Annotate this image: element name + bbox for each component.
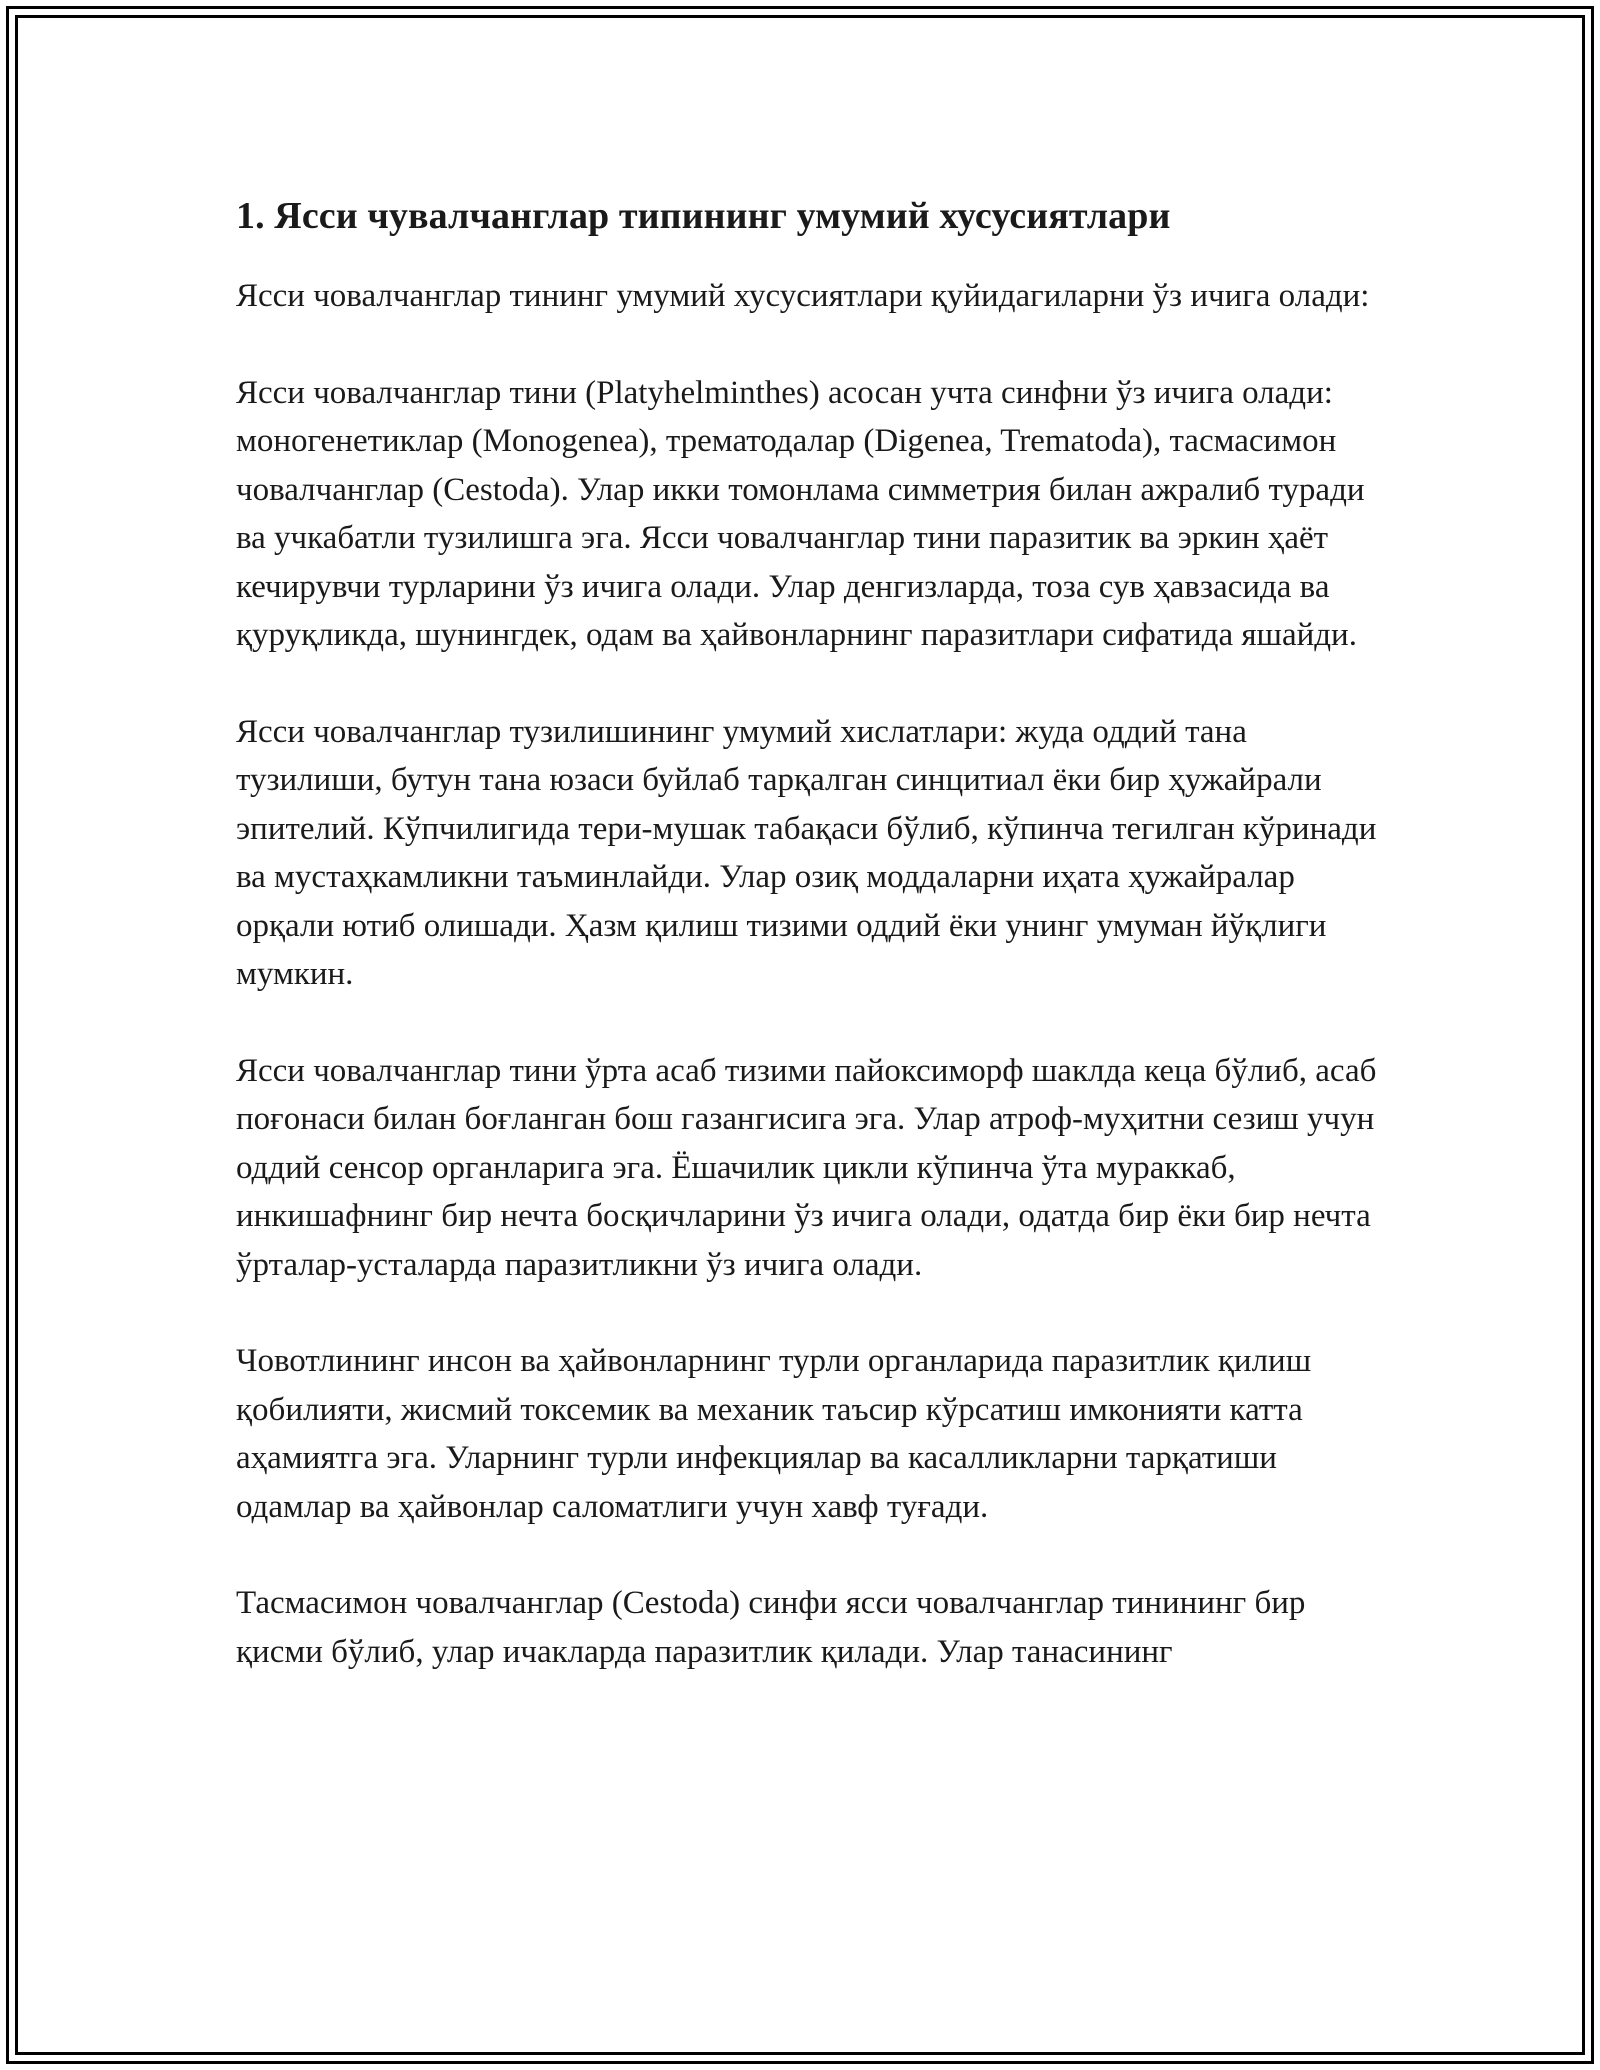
paragraph-nervous-system: Ясси човалчанглар тини ўрта асаб тизими пайоксиморф шаклда кеца бўлиб, асаб поғонаси билан боғланган бош газангисига эга. Улар атроф-муҳитни сезиш учун оддий сенсор органларига эга. Ёшачилик цикли кўпинча ўта мураккаб, инкишафнинг бир нечта босқичларини ўз ичига олади, одатда бир ёки бир нечта ўрталар-усталарда паразитликни ўз ичига олади. (236, 1052, 1377, 1283)
document-body (236, 188, 1396, 1724)
paragraph-parasitism: Човотлининг инсон ва ҳайвонларнинг турли органларида паразитлик қилиш қобилияти, жисмий токсемик ва механик таъсир кўрсатиш имконияти катта аҳамиятга эга. Уларнинг турли инфекциялар ва касалликларни тарқатиши одамлар ва ҳайвонлар саломатлиги учун хавф туғади. (236, 1343, 1312, 1525)
paragraph-intro: Ясси човалчанглар тининг умумий хусусиятлари қуйидагиларни ўз ичига олади: (236, 278, 1370, 314)
paragraph-structure: Ясси човалчанглар тузилишининг умумий хислатлари: жуда оддий тана тузилиши, бутун тана юзаси буйлаб тарқалган синцитиал ёки бир ҳужайрали эпителий. Кўпчилигида тери-мушак табақаси бўлиб, кўпинча тегилган кўринади ва мустаҳкамликни таъминлайди. Улар озиқ моддаларни иҳата ҳужайралар орқали ютиб олишади. Ҳазм қилиш тизими оддий ёки унинг умуман йўқлиги мумкин. (236, 713, 1377, 992)
document-title: 1. Ясси чувалчанглар типининг умумий хусусиятлари (236, 195, 1171, 237)
paragraph-cestoda: Тасмасимон човалчанглар (Cestoda) синфи ясси човалчанглар тинининг бир қисми бўлиб, улар ичакларда паразитлик қилади. Улар танасининг (236, 1585, 1306, 1670)
paragraph-classes: Ясси човалчанглар тини (Platyhelminthes) асосан учта синфни ўз ичига олади: моногенетиклар (Monogenea), трематодалар (Digenea, Trematoda), тасмасимон човалчанглар (Cestoda). Улар икки томонлама симметрия билан ажралиб туради ва учкабатли тузилишга эга. Ясси човалчанглар тини паразитик ва эркин ҳаёт кечирувчи турларини ўз ичига олади. Улар денгизларда, тоза сув ҳавзасида ва қуруқликда, шунингдек, одам ва ҳайвонларнинг паразитлари сифатида яшайди. (236, 374, 1365, 653)
